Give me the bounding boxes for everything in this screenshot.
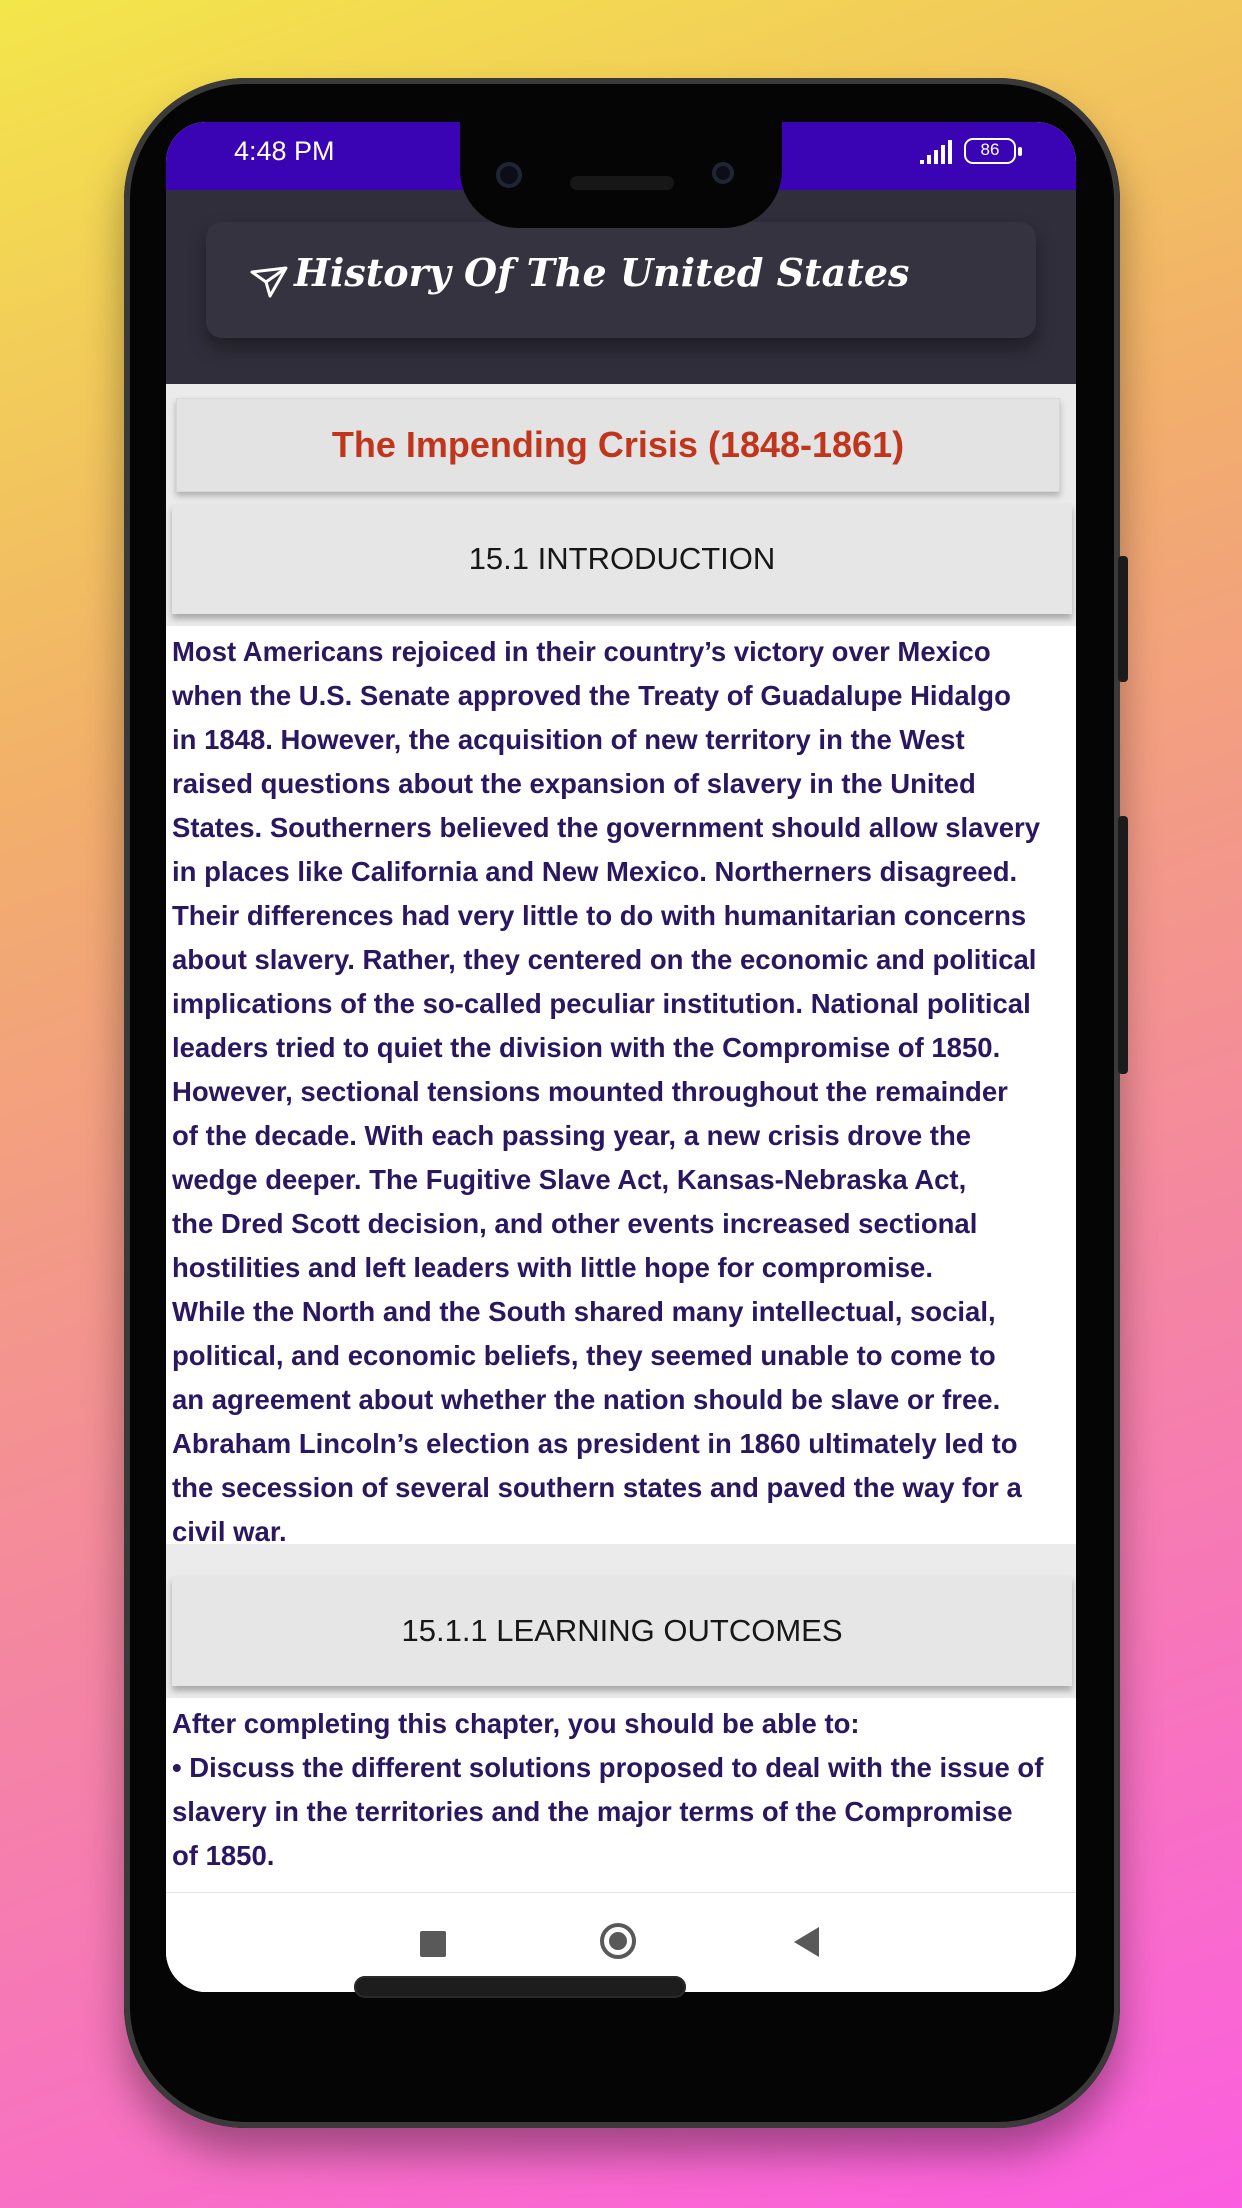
volume-button: [1118, 816, 1128, 1074]
text-line: However, sectional tensions mounted throughout the remainder: [172, 1076, 1008, 1107]
text-line: an agreement about whether the nation should be slave or free.: [172, 1384, 1001, 1415]
text-line: the Dred Scott decision, and other events increased sectional: [172, 1208, 978, 1239]
text-line: Most Americans rejoiced in their country’s victory over Mexico: [172, 636, 991, 667]
text-line: the secession of several southern states and paved the way for a: [172, 1472, 1022, 1503]
battery-icon: 86: [964, 138, 1016, 164]
back-icon[interactable]: [794, 1927, 819, 1957]
introduction-text: [166, 626, 1076, 1547]
text-line: political, and economic beliefs, they seemed unable to come to: [172, 1340, 996, 1371]
chapter-title: The Impending Crisis (1848-1861): [176, 398, 1060, 492]
title-card[interactable]: [206, 222, 1036, 338]
text-line: States. Southerners believed the government should allow slavery: [172, 812, 1041, 843]
text-line: raised questions about the expansion of slavery in the United: [172, 768, 976, 799]
text-line: in 1848. However, the acquisition of new territory in the West: [172, 724, 965, 755]
learning-outcomes-text: [166, 1698, 1076, 1892]
screen: [166, 122, 1076, 1992]
text-line: leaders tried to quiet the division with the Compromise of 1850.: [172, 1032, 1001, 1063]
text-line: • Discuss the different solutions proposed to deal with the issue of: [172, 1752, 1044, 1783]
text-line: Their differences had very little to do with humanitarian concerns: [172, 900, 1027, 931]
section-heading-introduction: 15.1 INTRODUCTION: [172, 504, 1072, 614]
text-line: of the decade. With each passing year, a new crisis drove the: [172, 1120, 972, 1151]
content-area[interactable]: [166, 384, 1076, 1892]
text-line: slavery in the territories and the major terms of the Compromise: [172, 1796, 1013, 1827]
compass-icon: [250, 264, 290, 300]
text-line: implications of the so-called peculiar institution. National political: [172, 988, 1031, 1019]
text-line: in places like California and New Mexico. Northerners disagreed.: [172, 856, 1018, 887]
text-line: After completing this chapter, you should be able to:: [172, 1708, 860, 1739]
recent-apps-icon[interactable]: [420, 1931, 446, 1957]
text-line: civil war.: [172, 1516, 287, 1547]
sensor-icon: [712, 162, 734, 184]
app-title: History Of The United States: [294, 250, 910, 295]
home-icon[interactable]: [600, 1923, 636, 1959]
text-line: about slavery. Rather, they centered on the economic and political: [172, 944, 1037, 975]
text-line: of 1850.: [172, 1840, 275, 1871]
text-line: wedge deeper. The Fugitive Slave Act, Kansas-Nebraska Act,: [172, 1164, 967, 1195]
signal-icon: [920, 140, 954, 166]
power-button: [1118, 556, 1128, 682]
home-indicator: [354, 1976, 686, 1998]
section-heading-learning-outcomes: 15.1.1 LEARNING OUTCOMES: [172, 1576, 1072, 1686]
speaker-icon: [570, 176, 674, 190]
text-line: Abraham Lincoln’s election as president in 1860 ultimately led to: [172, 1428, 1018, 1459]
notch: [460, 122, 782, 228]
camera-icon: [496, 162, 522, 188]
text-line: hostilities and left leaders with little hope for compromise.: [172, 1252, 933, 1283]
status-time: 4:48 PM: [234, 136, 335, 166]
text-line: While the North and the South shared many intellectual, social,: [172, 1296, 996, 1327]
text-line: when the U.S. Senate approved the Treaty of Guadalupe Hidalgo: [172, 680, 1011, 711]
